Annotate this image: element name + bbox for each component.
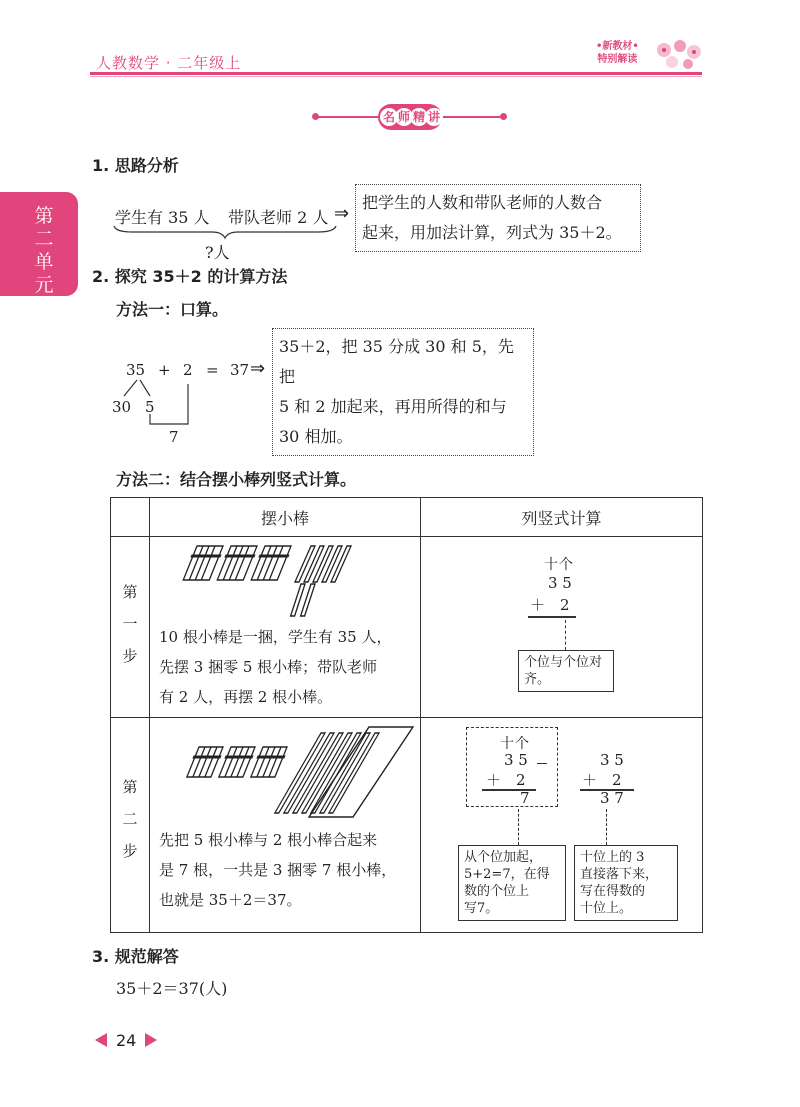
header-divider-thin [90,76,702,77]
given-students: 学生有 35 人 [115,208,210,227]
sum-brace [112,224,338,240]
step-1-align-guide [565,620,566,650]
step-2-note-left [458,845,566,921]
unknown-total: ?人 [205,243,230,262]
steps-table [110,497,703,933]
given-teachers: 带队老师 2 人 [228,208,329,227]
table-header-sticks: 摆小棒 [150,498,421,537]
step-2-left-result: 7 [520,789,530,807]
banner-char-1: 名 [380,108,398,126]
section-1-title: . 思路分析 [103,156,179,175]
step-2-desc-line-1: 先把 5 根小棒与 2 根小棒合起来 [159,831,378,849]
step-1-sticks-icon [151,538,419,620]
page-number: 24 [116,1031,137,1050]
step-2-left-guide [518,809,519,845]
step-2-label-2: 二 [122,810,138,828]
table-header-blank [111,498,150,537]
step-1-desc-line-2: 先摆 3 捆零 5 根小棒；带队老师 [159,658,378,676]
calc-plus: + [158,361,171,379]
section-2-title: . 探究 35＋2 的计算方法 [103,267,288,286]
split-ones: 5 [145,398,155,416]
method-1-line-3: 30 相加。 [279,427,353,446]
table-row [111,537,703,718]
step-1-place-label: 十个 [544,557,574,573]
step-2-vertical-cell [421,718,703,933]
table-header-row [111,498,703,537]
edition-badge [596,40,639,66]
header-divider [90,72,702,75]
calc-equals: = [206,361,219,379]
step-2-note-right-line-4: 十位上。 [580,901,633,916]
step-2-right-guide [606,809,607,845]
unit-side-tab-label: 第二单元 [34,205,54,296]
method-1-title: 方法一：口算。 [116,300,229,319]
banner-line-right [442,116,502,118]
step-2-sticks-icon [151,719,419,825]
step-1-label-2: 一 [122,615,138,633]
badge-line-2: 特别解读 [597,54,638,65]
table-header-vertical: 列竖式计算 [421,498,703,537]
step-1-note-box: 个位与个位对齐。 [518,650,614,692]
step-2-label-1: 第 [122,778,138,796]
section-3-title: . 规范解答 [103,947,179,966]
step-1-label-3: 步 [122,647,138,665]
section-3-heading [92,944,179,967]
step-2-right-result: 3 7 [600,789,624,807]
calc-addend-a: 35 [126,361,146,379]
step-2-left-number-1: 3 5 [504,751,528,769]
table-row [111,718,703,933]
implies-arrow-icon: ⇒ [334,203,350,224]
split-tens: 30 [112,398,132,416]
method-1-explanation-box [272,328,534,456]
banner-char-2: 师 [395,108,413,126]
step-2-sticks-cell [150,718,421,933]
step-2-right-number-2: ＋ 2 [582,771,622,789]
step-1-number-2: ＋ 2 [530,596,570,614]
banner-dot-right [500,113,507,120]
banner-dot-left [312,113,319,120]
section-2-heading [92,264,287,287]
step-2-label-3: 步 [122,842,138,860]
method-1-arrow-icon: ⇒ [250,358,266,379]
step-2-note-left-line-4: 写7。 [464,901,499,916]
method-2-title: 方法二：结合摆小棒列竖式计算。 [116,470,357,489]
step-1-label-1: 第 [122,583,138,601]
badge-line-1: •新教材• [596,41,639,52]
step-1-desc-line-3: 有 2 人，再摆 2 根小棒。 [159,688,333,706]
step-2-desc-line-3: 也就是 35＋2＝37。 [159,891,302,909]
step-2-right-number-1: 3 5 [600,751,624,769]
prev-page-icon [95,1033,107,1047]
section-1-heading [92,153,179,176]
banner-char-3: 精 [410,108,428,126]
step-1-number-1: 3 5 [548,574,572,592]
step-2-pointer-line [537,763,547,764]
ones-sum: 7 [169,428,179,446]
analysis-conclusion-box [355,184,641,252]
step-2-left-place-label: 十个 [500,736,530,752]
method-1-line-2: 5 和 2 加起来，再用所得的和与 [279,397,507,416]
step-2-note-right-line-3: 写在得数的 [580,884,646,899]
step-2-note-left-line-1: 从个位加起， [464,850,543,865]
conclusion-line-1: 把学生的人数和带队老师的人数合 [362,193,603,212]
banner-line-left [318,116,378,118]
header-title: 人教数学 · 二年级上 [96,54,242,72]
step-2-label-cell [111,718,150,933]
calc-addend-b: 2 [183,361,193,379]
final-answer: 35＋2＝37(人) [116,979,228,998]
step-1-sticks-cell [150,537,421,718]
step-2-note-left-line-2: 5+2=7，在得 [464,867,550,882]
section-3-number: 3 [92,947,104,966]
method-1-line-1: 35＋2，把 35 分成 30 和 5，先把 [279,337,514,386]
step-2-desc-line-2: 是 7 根，一共是 3 捆零 7 根小棒， [159,861,397,879]
step-2-left-number-2: ＋ 2 [486,771,526,789]
conclusion-line-2: 起来，用加法计算，列式为 35＋2。 [362,223,622,242]
calc-result: 37 [230,361,250,379]
next-page-icon [145,1033,157,1047]
step-2-note-left-line-3: 数的个位上 [464,884,530,899]
step-2-note-right [574,845,678,921]
step-2-note-right-line-1: 十位上的 3 [580,850,645,865]
section-1-number: 1 [92,156,104,175]
flower-decoration-icon [650,36,706,72]
step-1-vertical-cell [421,537,703,718]
step-1-label-cell [111,537,150,718]
step-1-desc-line-1: 10 根小棒是一捆，学生有 35 人， [159,628,392,646]
banner-char-4: 讲 [425,108,443,126]
step-1-sum-line [528,616,576,618]
section-2-number: 2 [92,267,104,286]
step-2-note-right-line-2: 直接落下来， [580,867,659,882]
